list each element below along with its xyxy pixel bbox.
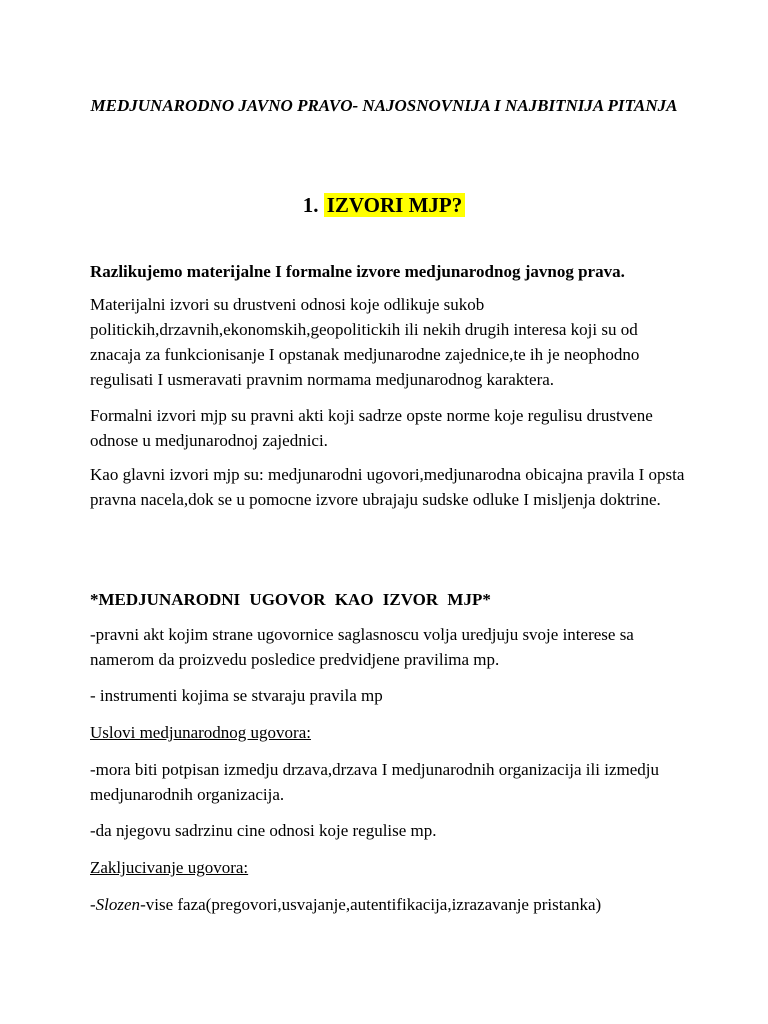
condition-1: -mora biti potpisan izmedju drzava,drzava I medjunarodnih organizacija ili izmedju medjunarodnih organizacija. bbox=[90, 760, 659, 804]
condition-2: -da njegovu sadrzinu cine odnosi koje regulise mp. bbox=[90, 821, 437, 840]
conclusion-label: Zakljucivanje ugovora: bbox=[90, 858, 249, 877]
conclusion-line bbox=[90, 892, 690, 917]
treaty-heading: *MEDJUNARODNI UGOVOR KAO IZVOR MJP* bbox=[90, 590, 491, 609]
intro-paragraph: Razlikujemo materijalne I formalne izvore medjunarodnog javnog prava. bbox=[90, 262, 625, 281]
section-1-heading bbox=[0, 192, 768, 218]
section-number: 1. bbox=[302, 193, 319, 217]
conclusion-italic: Slozen bbox=[95, 895, 141, 914]
conditions-label: Uslovi medjunarodnog ugovora: bbox=[90, 723, 311, 742]
highlighted-heading: IZVORI MJP? bbox=[324, 193, 466, 217]
paragraph-main-sources: Kao glavni izvori mjp su: medjunarodni ugovori,medjunarodna obicajna pravila I opsta pravna nacela,dok se u pomocne izvore ubrajaju sudske odluke I misljenja doktrine. bbox=[90, 465, 685, 509]
conclusion-prefix: - bbox=[90, 895, 96, 914]
paragraph-formal-sources: Formalni izvori mjp su pravni akti koji sadrze opste norme koje regulisu drustvene odnose u medjunarodnoj zajednici. bbox=[90, 406, 653, 450]
document-title: MEDJUNARODNO JAVNO PRAVO- NAJOSNOVNIJA I NAJBITNIJA PITANJA bbox=[90, 96, 678, 115]
conclusion-rest: -vise faza(pregovori,usvajanje,autentifikacija,izrazavanje pristanka) bbox=[140, 895, 602, 914]
treaty-instruments: - instrumenti kojima se stvaraju pravila mp bbox=[90, 686, 383, 705]
treaty-definition: -pravni akt kojim strane ugovornice saglasnoscu volja uredjuju svoje interese sa namerom da proizvedu posledice predvidjene pravilima mp. bbox=[90, 625, 634, 669]
paragraph-material-sources: Materijalni izvori su drustveni odnosi koje odlikuje sukob politickih,drzavnih,ekonomskih,geopolitickih ili nekih drugih interesa koji su od znacaja za funkcionisanje I opstanak medjunarodne zajednice,te ih je neophodno regulisati I usmeravati pravnim normama medjunarodnog karaktera. bbox=[90, 295, 640, 389]
